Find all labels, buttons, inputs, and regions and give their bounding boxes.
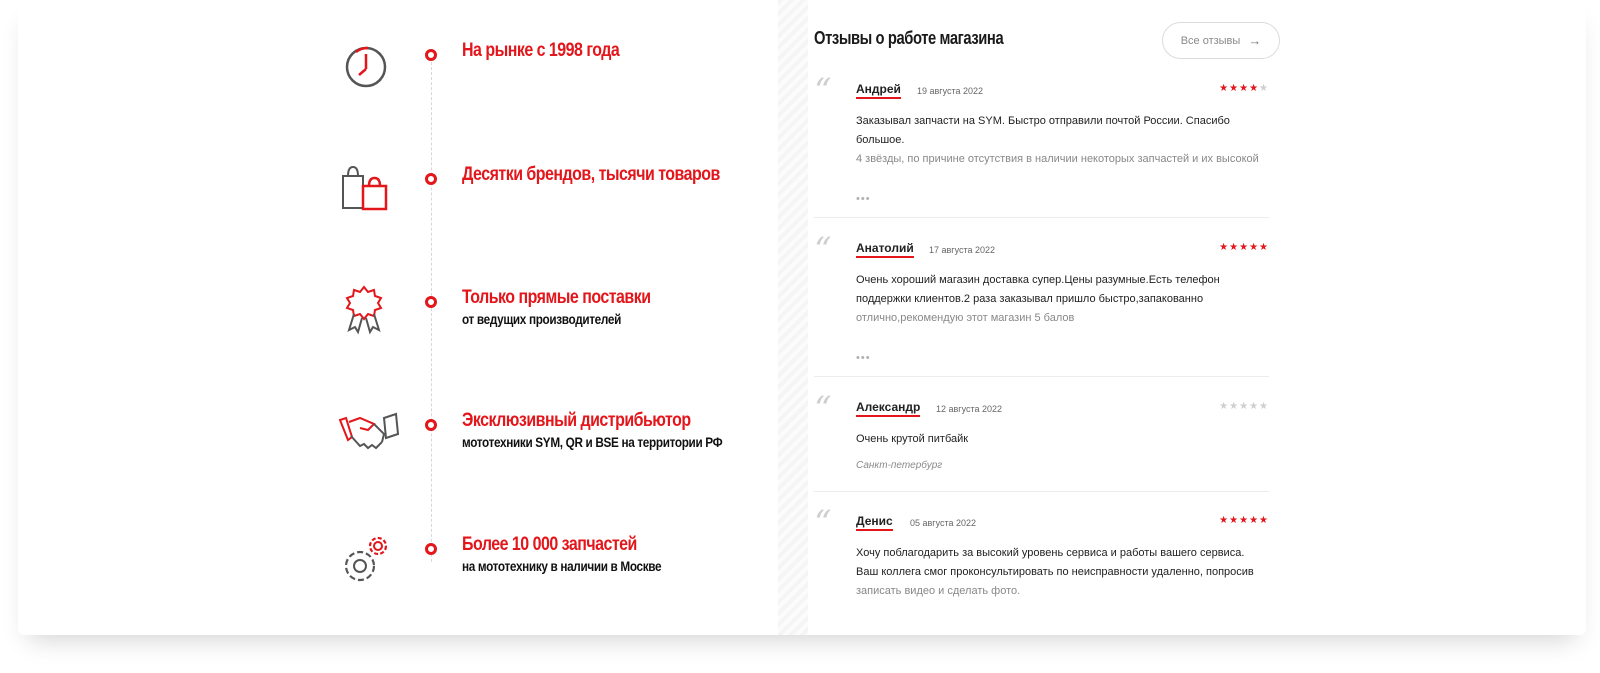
review-date: 05 августа 2022 bbox=[910, 518, 977, 528]
review-separator bbox=[814, 376, 1269, 377]
feature-title: Эксклюзивный дистрибьютор bbox=[462, 410, 691, 431]
review-text-main: Очень крутой питбайк bbox=[856, 433, 969, 445]
review-date: 12 августа 2022 bbox=[936, 404, 1003, 414]
award-ribbon-icon bbox=[338, 285, 398, 345]
review-author[interactable]: Александр bbox=[856, 400, 920, 417]
review-date: 19 августа 2022 bbox=[917, 86, 984, 96]
review-text bbox=[856, 112, 1268, 169]
all-reviews-label: Все отзывы bbox=[1180, 34, 1241, 47]
quote-icon: “ bbox=[814, 71, 832, 111]
rating-stars: ★★★★★ bbox=[1219, 83, 1269, 94]
read-more-dots[interactable]: ••• bbox=[856, 352, 871, 364]
review-date: 17 августа 2022 bbox=[929, 245, 996, 255]
clock-icon bbox=[338, 38, 398, 98]
review-text-faded: записать видео и сделать фото. bbox=[856, 585, 1021, 597]
rating-stars: ★★★★★ bbox=[1219, 515, 1269, 526]
quote-icon: “ bbox=[814, 389, 832, 429]
timeline-dot bbox=[425, 296, 437, 308]
review-item bbox=[814, 230, 1269, 378]
review-text-main: Хочу поблагодарить за высокий уровень сервиса и работы вашего сервиса. Ваш коллега смог проконсультировать по неисправности удаленно, попросив bbox=[856, 547, 1254, 578]
feature-subtitle: на мототехнику в наличии в Москве bbox=[462, 558, 662, 574]
timeline-dot bbox=[425, 49, 437, 61]
review-text-faded: 4 звёзды, по причине отсутствия в наличии некоторых запчастей и их высокой bbox=[856, 153, 1259, 165]
quote-icon: “ bbox=[814, 503, 832, 543]
handshake-icon bbox=[338, 408, 398, 468]
feature-title: Более 10 000 запчастей bbox=[462, 534, 637, 555]
reviews-title: Отзывы о работе магазина bbox=[814, 28, 1004, 48]
review-text bbox=[856, 430, 1268, 449]
quote-icon: “ bbox=[814, 230, 832, 270]
features-column bbox=[18, 0, 798, 635]
review-text-main: Заказывал запчасти на SYM. Быстро отправили почтой России. Спасибо большое. bbox=[856, 115, 1230, 146]
shopping-bags-icon bbox=[338, 162, 398, 222]
reviews-column bbox=[814, 0, 1294, 635]
arrow-right-icon: → bbox=[1248, 33, 1262, 48]
feature-title: Десятки брендов, тысячи товаров bbox=[462, 164, 720, 185]
review-author[interactable]: Денис bbox=[856, 514, 893, 531]
timeline-dot bbox=[425, 419, 437, 431]
timeline-dot bbox=[425, 173, 437, 185]
review-separator bbox=[814, 217, 1269, 218]
rating-stars: ★★★★★ bbox=[1219, 242, 1269, 253]
feature-title: На рынке с 1998 года bbox=[462, 40, 620, 61]
feature-subtitle: от ведущих производителей bbox=[462, 311, 621, 327]
feature-subtitle: мототехники SYM, QR и BSE на территории РФ bbox=[462, 434, 723, 450]
feature-item bbox=[338, 38, 778, 98]
timeline-dot bbox=[425, 543, 437, 555]
info-card bbox=[18, 0, 1586, 635]
review-text bbox=[856, 544, 1268, 601]
rating-stars: ★★★★★ bbox=[1219, 401, 1269, 412]
review-text bbox=[856, 271, 1268, 328]
read-more-dots[interactable]: ••• bbox=[856, 193, 871, 205]
gears-icon bbox=[338, 532, 398, 592]
review-author[interactable]: Анатолий bbox=[856, 241, 914, 258]
review-text-main: Очень хороший магазин доставка супер.Цены разумные.Есть телефон поддержки клиентов.2 раза заказывал пришло быстро,запакованно bbox=[856, 274, 1220, 305]
review-item bbox=[814, 389, 1269, 493]
all-reviews-button[interactable] bbox=[1162, 22, 1280, 59]
review-author[interactable]: Андрей bbox=[856, 82, 901, 99]
review-item bbox=[814, 71, 1269, 219]
feature-item bbox=[338, 408, 778, 468]
scroll-fade bbox=[814, 605, 1294, 635]
review-separator bbox=[814, 491, 1269, 492]
review-text-faded: отлично,рекомендую этот магазин 5 балов bbox=[856, 312, 1075, 324]
feature-title: Только прямые поставки bbox=[462, 287, 651, 308]
review-city: Санкт-петербург bbox=[856, 460, 943, 471]
column-divider bbox=[778, 0, 808, 635]
feature-item bbox=[338, 532, 778, 592]
feature-item bbox=[338, 162, 778, 222]
feature-item bbox=[338, 285, 778, 345]
